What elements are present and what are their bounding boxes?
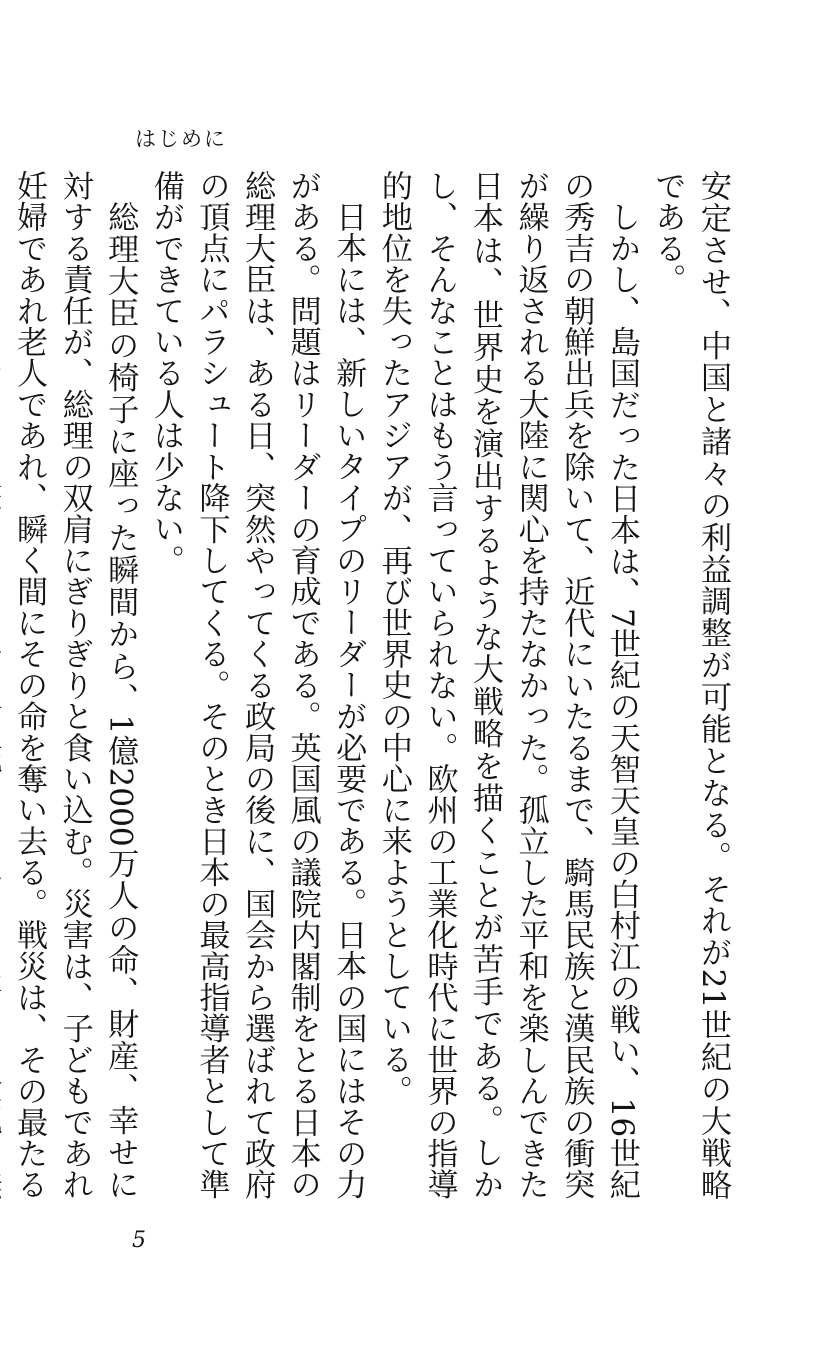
page-number: 5 [132, 1228, 146, 1253]
running-title: はじめに [135, 127, 227, 151]
paragraph: しかし、島国だった日本は、7世紀の天智天皇の白村江の戦い、16世紀の秀吉の朝鮮出兵を除いて、近代にいたるまで、騎馬民族と漢民族の衝突が繰り返される大陸に関心を持たなかった。孤立した平和を楽しんできた日本は、世界史を演出するような大戦略を描くことが苦手である。しかし、そんなことはもう言っていられない。欧州の工業化時代に世界の指導的地位を失ったアジアが、再び世界史の中心に来ようとしている。 [375, 170, 640, 1200]
paragraph: 日本には、新しいタイプのリーダーが必要である。日本の国にはその力がある。問題はリーダーの育成である。英国風の議院内閣制をとる日本の総理大臣は、ある日、突然やってくる政局の後に、国会から選ばれて政府の頂点にパラシュート降下してくる。そのとき日本の最高指導者として準備ができている人は少ない。 [147, 170, 367, 1200]
paragraph: 総理大臣の椅子に座った瞬間から、1億2000万人の命、財産、幸せに対する責任が、総理の双肩にぎりぎりと食い込む。災害は、子どもであれ妊婦であれ老人であれ、瞬く間にその命を奪い去る。戦災は、その最たる [11, 170, 139, 1200]
paragraph: 安定させ、中国と諸々の利益調整が可能となる。それが21世紀の大戦略である。 [649, 170, 731, 1200]
body-text [11, 170, 735, 1200]
